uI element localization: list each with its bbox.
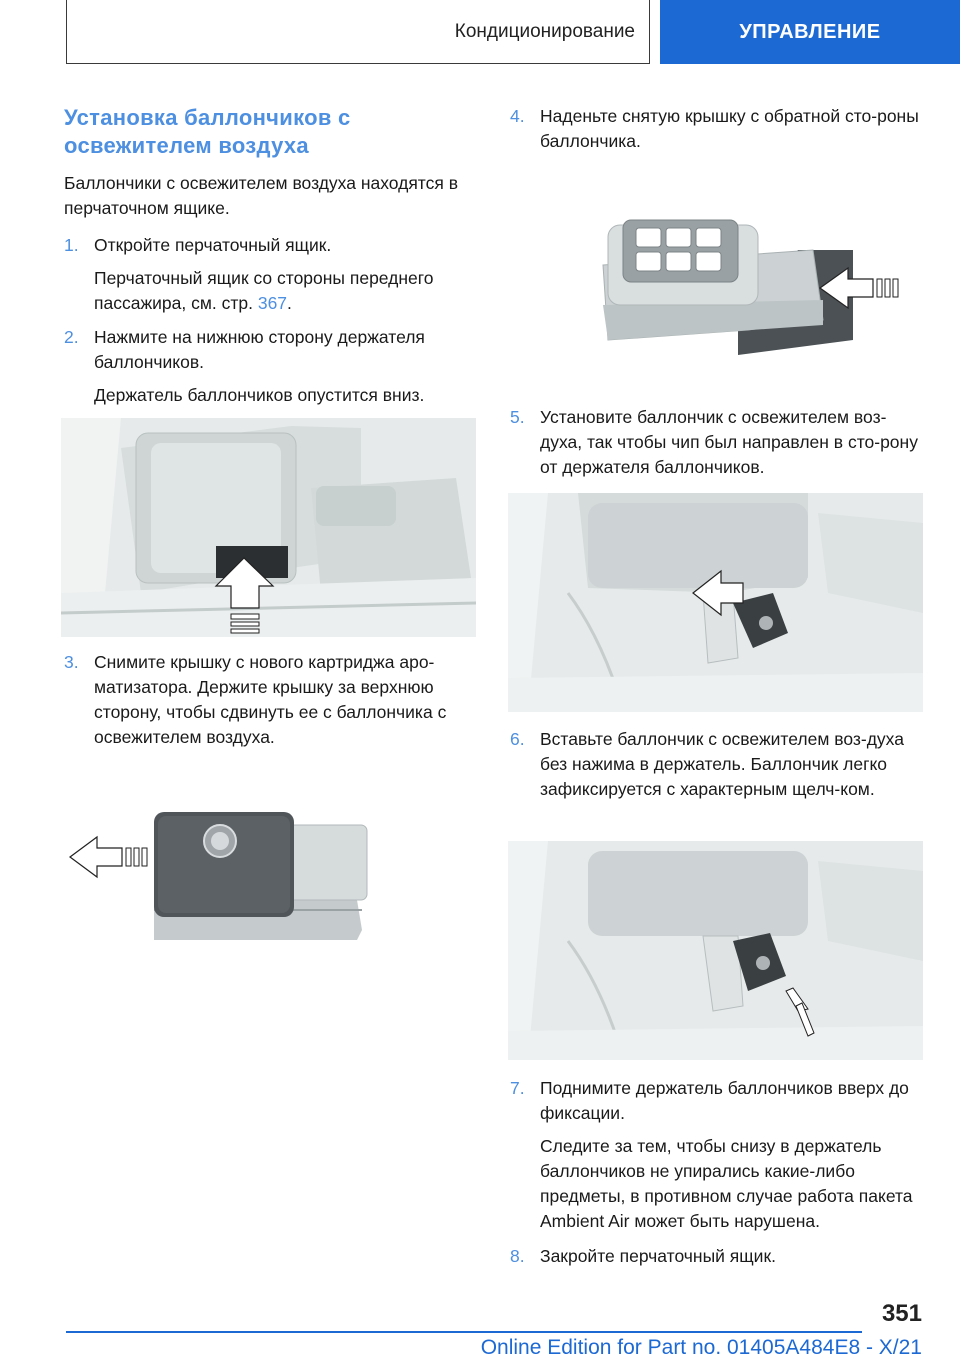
right-column-step6	[510, 727, 924, 802]
step-number: 1.	[64, 235, 79, 255]
header-chapter-tab[interactable]	[660, 0, 960, 64]
step-number: 7.	[510, 1078, 525, 1098]
step-number: 4.	[510, 106, 525, 126]
figure-cap-removal	[62, 800, 382, 950]
left-column-lower	[64, 650, 480, 750]
step-number: 5.	[510, 407, 525, 427]
step-2-note: Держатель баллончиков опустится вниз.	[94, 385, 425, 405]
step-text: Нажмите на нижнюю сторону держателя баллончиков.	[94, 327, 425, 372]
step-1	[64, 233, 480, 258]
figure-cap-reverse	[598, 210, 908, 360]
step-text: Поднимите держатель баллончиков вверх до фиксации.	[540, 1078, 909, 1123]
figure-holder-press	[61, 418, 476, 637]
figure-holder-up	[508, 841, 923, 1060]
step-text: Вставьте баллончик с освежителем воз-духа без нажима в держатель. Баллончик легко зафиксируется с характерным щелч-ком.	[540, 729, 904, 799]
cap-reverse-illustration	[598, 210, 908, 360]
right-column-step5	[510, 405, 924, 480]
step-text: Закройте перчаточный ящик.	[540, 1246, 776, 1266]
step-number: 6.	[510, 729, 525, 749]
step-6	[510, 727, 924, 802]
insert-cartridge-illustration	[508, 493, 923, 712]
page-number: 351	[881, 1300, 922, 1327]
figure-insert-cartridge	[508, 493, 923, 712]
step-number: 2.	[64, 327, 79, 347]
cap-removal-illustration	[62, 800, 382, 950]
step-number: 8.	[510, 1246, 525, 1266]
intro-paragraph: Баллончики с освежителем воздуха находятся в перчаточном ящике.	[64, 173, 459, 218]
holder-up-illustration	[508, 841, 923, 1060]
right-column-step7	[510, 1076, 924, 1269]
section-title: Установка баллончиков с освежителем воздуха	[64, 105, 351, 158]
left-column	[64, 104, 480, 408]
step-text: Наденьте снятую крышку с обратной сто-роны баллончика.	[540, 106, 919, 151]
step-5	[510, 405, 924, 480]
header-section-tab	[66, 0, 650, 64]
header-section-label: Кондиционирование	[454, 20, 635, 42]
step-number: 3.	[64, 652, 79, 672]
step-text: Установите баллончик с освежителем воз-духа, так чтобы чип был направлен в сто-рону от держателя баллончиков.	[540, 407, 918, 477]
step-2	[64, 325, 480, 375]
step-note-end: .	[287, 293, 292, 313]
step-7-note: Следите за тем, чтобы снизу в держатель баллончиков не упирались какие-либо предметы, в противном случае работа пакета Ambient Air может быть нарушена.	[540, 1136, 913, 1231]
step-1-note	[64, 266, 480, 316]
step-text: Снимите крышку с нового картриджа аро-матизатора. Держите крышку за верхнюю сторону, чтобы сдвинуть ее с баллончика с освежителем воздуха.	[94, 652, 447, 747]
page-link[interactable]: 367	[257, 293, 288, 313]
step-8	[510, 1244, 924, 1269]
step-4	[510, 104, 924, 154]
step-7	[510, 1076, 924, 1126]
header-chapter-label: УПРАВЛЕНИЕ	[739, 20, 881, 43]
holder-press-illustration	[61, 418, 476, 637]
footer-edition: Online Edition for Part no. 01405A484E8 - X/21	[480, 1336, 922, 1359]
step-text: Откройте перчаточный ящик.	[94, 235, 332, 255]
step-note-text: Перчаточный ящик со стороны переднего пассажира, см. стр.	[94, 268, 434, 313]
footer-divider	[66, 1331, 862, 1333]
step-3	[64, 650, 480, 750]
right-column	[510, 104, 924, 154]
